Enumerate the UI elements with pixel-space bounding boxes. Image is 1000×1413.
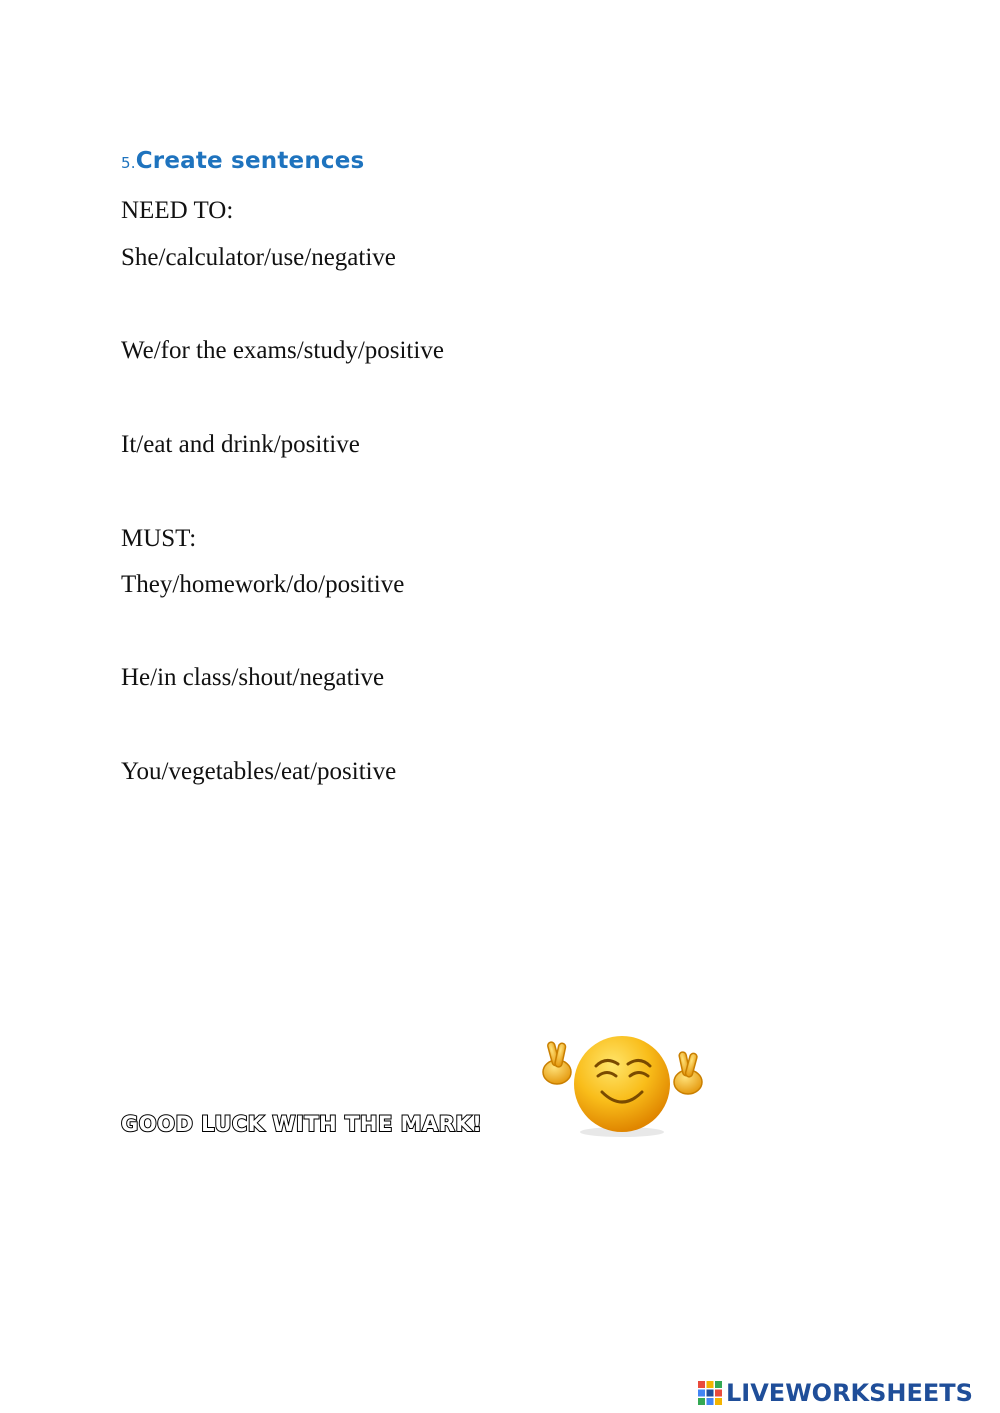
exercise-item-4: They/homework/do/positive [121,571,405,598]
exercise-item-5: He/in class/shout/negative [121,664,385,691]
section-number: 5. [121,154,136,172]
group-label-must: MUST: [121,525,197,552]
footer-brand [697,1378,973,1408]
group-label-need-to: NEED TO: [121,197,234,224]
liveworksheets-logo-icon [697,1380,723,1406]
exercise-item-1: She/calculator/use/negative [121,244,396,271]
smiley-fingers-crossed-icon [540,1034,705,1139]
exercise-item-3: It/eat and drink/positive [121,431,360,458]
footer-brand-text: LIVEWORKSHEETS [726,1379,973,1407]
exercise-item-6: You/vegetables/eat/positive [121,758,397,785]
exercise-item-2: We/for the exams/study/positive [121,337,444,364]
good-luck-message: GOOD LUCK WITH THE MARK! [121,1112,483,1136]
section-heading [121,148,364,174]
section-title: Create sentences [135,148,365,174]
